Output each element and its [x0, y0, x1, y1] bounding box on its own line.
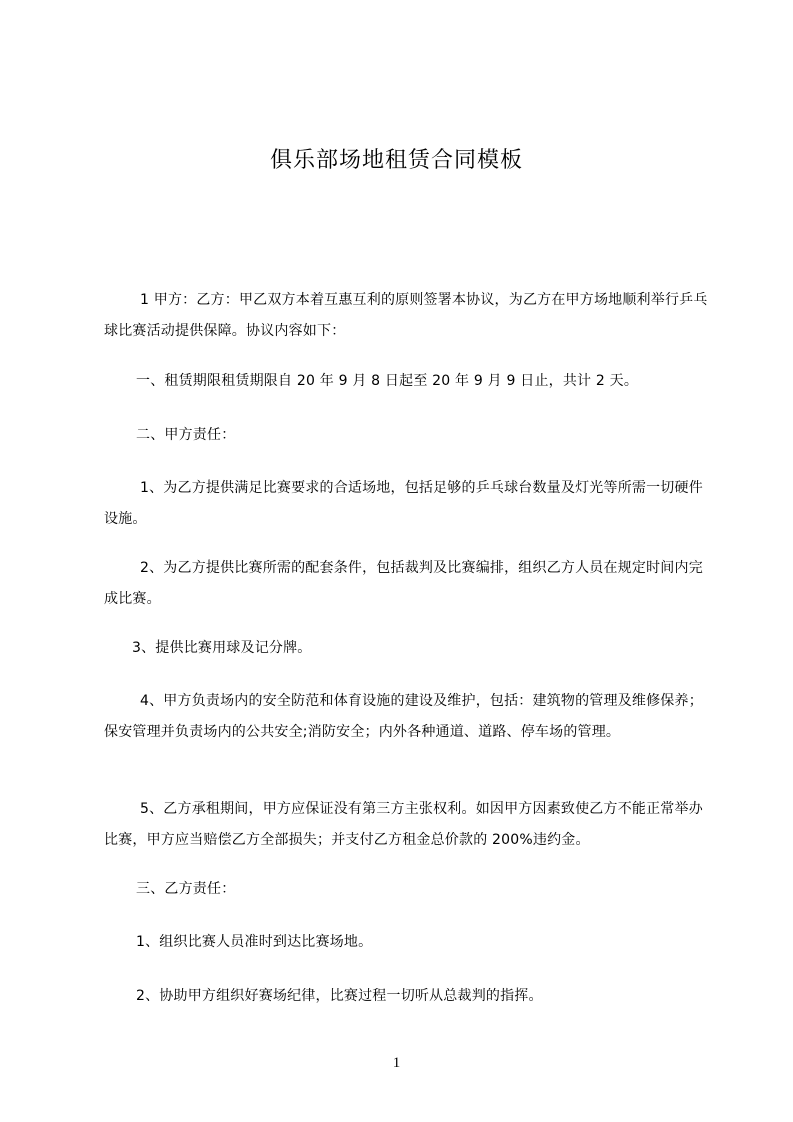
- paragraph-intro: 1 甲方：乙方：甲乙双方本着互惠互利的原则签署本协议，为乙方在甲方场地顺利举行乒乓球比赛活动提供保障。协议内容如下：: [104, 292, 708, 339]
- paragraph-party-b-duty-1: 1、组织比赛人员准时到达比赛场地。: [136, 934, 373, 950]
- paragraph-party-a-duty-3: 3、提供比赛用球及记分牌。: [132, 640, 312, 656]
- paragraph-lease-term: 一、租赁期限租赁期限自 20 年 9 月 8 日起至 20 年 9 月 9 日止，共计 2 天。: [136, 373, 639, 389]
- heading-party-a-duties: 二、甲方责任：: [136, 427, 236, 443]
- heading-party-b-duties: 三、乙方责任：: [136, 881, 236, 897]
- paragraph-party-b-duty-2: 2、协助甲方组织好赛场纪律，比赛过程一切听从总裁判的指挥。: [136, 988, 543, 1004]
- paragraph-party-a-duty-4: 4、甲方负责场内的安全防范和体育设施的建设及维护，包括：建筑物的管理及维修保养；保安管理并负责场内的公共安全;消防安全；内外各种通道、道路、停车场的管理。: [104, 693, 703, 740]
- page-number: 1: [392, 1055, 401, 1071]
- document-title: 俱乐部场地租赁合同模板: [269, 148, 523, 173]
- paragraph-party-a-duty-1: 1、为乙方提供满足比赛要求的合适场地，包括足够的乒乓球台数量及灯光等所需一切硬件设施。: [104, 480, 703, 527]
- paragraph-party-a-duty-2: 2、为乙方提供比赛所需的配套条件，包括裁判及比赛编排，组织乙方人员在规定时间内完成比赛。: [104, 560, 703, 607]
- paragraph-party-a-duty-5: 5、乙方承租期间，甲方应保证没有第三方主张权利。如因甲方因素致使乙方不能正常举办比赛，甲方应当赔偿乙方全部损失；并支付乙方租金总价款的 200%违约金。: [104, 801, 703, 848]
